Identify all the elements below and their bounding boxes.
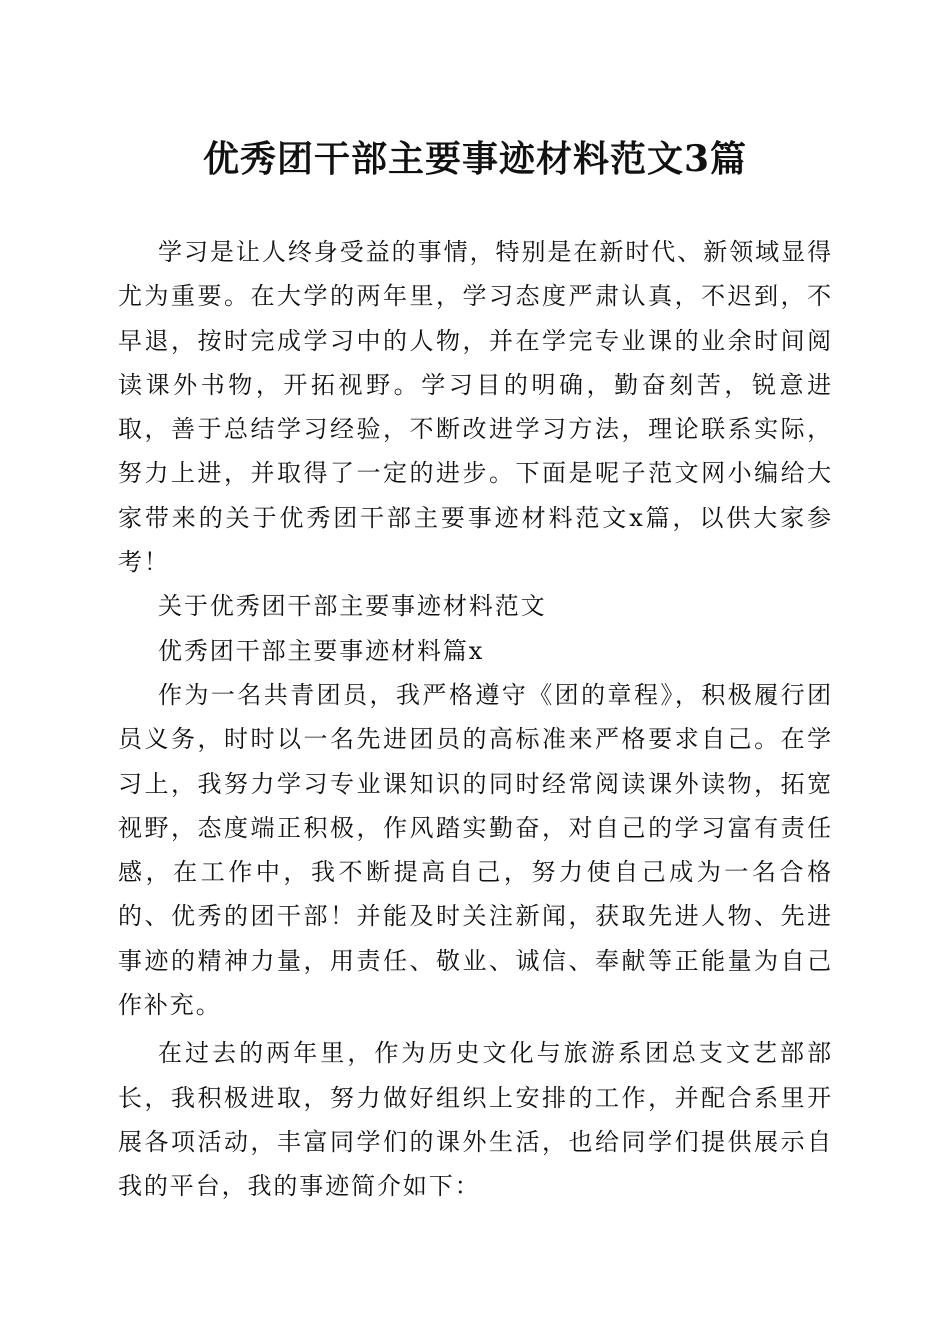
document-title: 优秀团干部主要事迹材料范文3篇 [202, 138, 748, 180]
section-heading: 关于优秀团干部主要事迹材料范文 [158, 592, 547, 621]
article-heading: 优秀团干部主要事迹材料篇x [158, 636, 485, 665]
body-paragraph-2: 在过去的两年里，作为历史文化与旅游系团总支文艺部部长，我积极进取，努力做好组织上安排的工作，并配合系里开展各项活动，丰富同学们的课外生活，也给同学们提供展示自我的平台，我的事迹简介如下： [118, 1039, 833, 1201]
intro-paragraph: 学习是让人终身受益的事情，特别是在新时代、新领域显得尤为重要。在大学的两年里，学习态度严肃认真，不迟到，不早退，按时完成学习中的人物，并在学完专业课的业余时间阅读课外书物，开拓视野。学习目的明确，勤奋刻苦，锐意进取，善于总结学习经验，不断改进学习方法，理论联系实际，努力上进，并取得了一定的进步。下面是呢子范文网小编给大家带来的关于优秀团干部主要事迹材料范文x篇，以供大家参考！ [118, 238, 833, 577]
body-paragraph-1: 作为一名共青团员，我严格遵守《团的章程》，积极履行团员义务，时时以一名先进团员的高标准来严格要求自己。在学习上，我努力学习专业课知识的同时经常阅读课外读物，拓宽视野，态度端正积极，作风踏实勤奋，对自己的学习富有责任感，在工作中，我不断提高自己，努力使自己成为一名合格的、优秀的团干部！并能及时关注新闻，获取先进人物、先进事迹的精神力量，用责任、敬业、诚信、奉献等正能量为自己作补充。 [118, 680, 833, 1020]
document-body [118, 230, 833, 1209]
